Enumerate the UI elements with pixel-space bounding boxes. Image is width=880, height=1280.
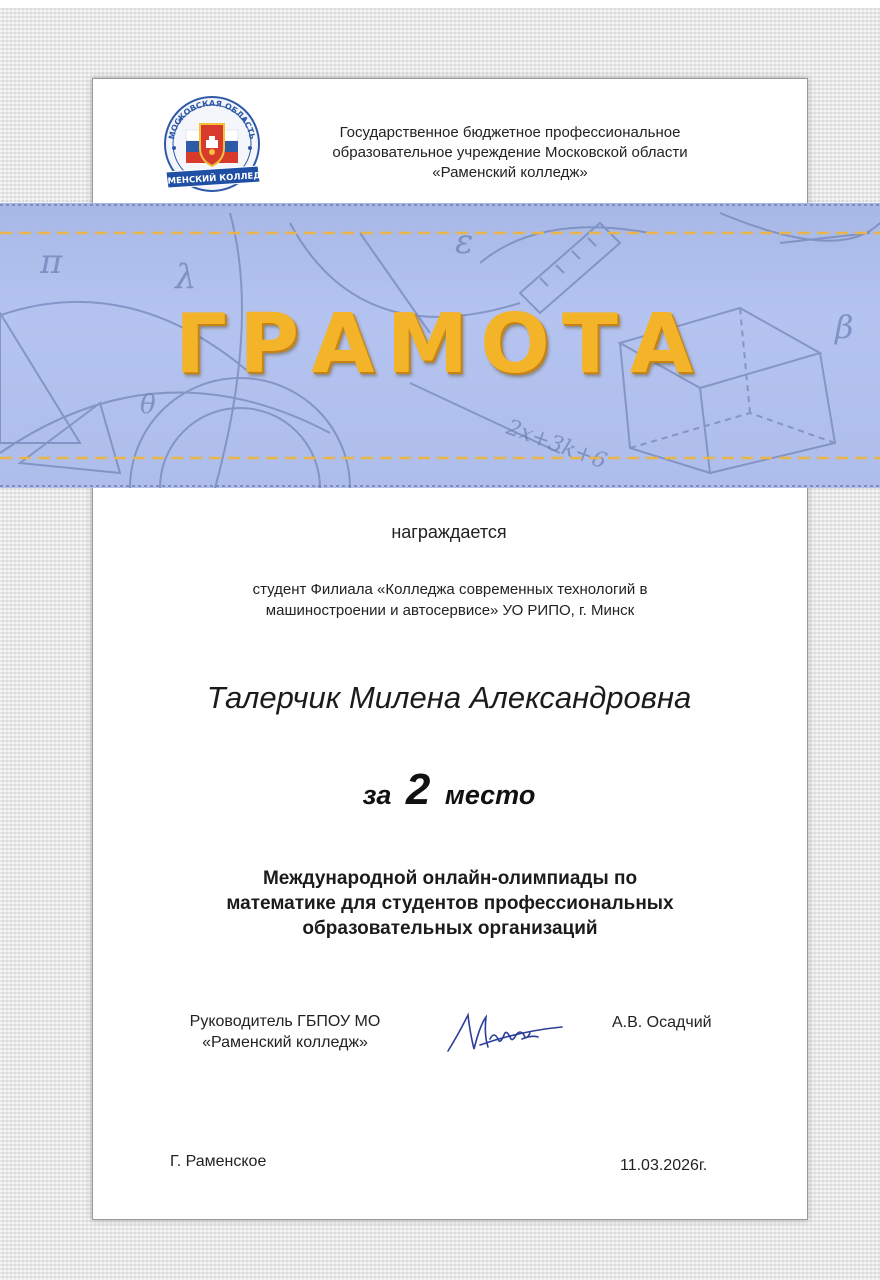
- city: Г. Раменское: [170, 1153, 267, 1170]
- student-description-line: студент Филиала «Колледжа современных технологий в: [252, 581, 648, 598]
- college-emblem-icon: [160, 92, 264, 196]
- institution-line: Государственное бюджетное профессиональное: [339, 124, 681, 141]
- event-name: [190, 866, 710, 941]
- svg-text:θ: θ: [140, 390, 156, 420]
- svg-text:ε: ε: [455, 222, 474, 262]
- place-award: [92, 765, 806, 815]
- logo-top-text: МОСКОВСКАЯ ОБЛАСТЬ: [167, 98, 257, 141]
- event-line: математике для студентов профессиональных: [226, 893, 674, 914]
- certificate-title: ГРАМОТА: [174, 297, 706, 392]
- recipient-name: Талерчик Милена Александровна: [206, 680, 692, 715]
- svg-text:π: π: [40, 242, 63, 282]
- svg-text:β: β: [835, 308, 854, 346]
- institution-name: [300, 123, 720, 183]
- logo-ribbon-text: РАМЕНСКИЙ КОЛЛЕДЖ: [160, 170, 264, 188]
- signature-icon: [440, 1005, 570, 1065]
- place-number: 2: [405, 765, 431, 814]
- institution-line: «Раменский колледж»: [432, 164, 588, 181]
- signer-position-line: Руководитель ГБПОУ МО: [189, 1013, 381, 1030]
- event-line: Международной онлайн-олимпиады по: [262, 868, 638, 889]
- signer-position-line: «Раменский колледж»: [202, 1034, 368, 1051]
- issue-date: 11.03.2026г.: [620, 1157, 708, 1174]
- svg-text:2x+3k+6: 2x+3k+6: [502, 415, 610, 475]
- svg-text:λ: λ: [175, 257, 197, 297]
- place-suffix: место: [444, 780, 536, 810]
- institution-line: образовательное учреждение Московской области: [332, 144, 688, 161]
- top-strip: [0, 0, 880, 8]
- place-prefix: за: [362, 780, 392, 810]
- awarded-label: награждается: [391, 522, 507, 542]
- event-line: образовательных организаций: [302, 918, 598, 939]
- signer-position: [160, 1011, 410, 1053]
- signer-name: А.В. Осадчий: [612, 1014, 712, 1031]
- student-description: [190, 579, 710, 621]
- student-description-line: машиностроении и автосервисе» УО РИПО, г. Минск: [265, 602, 635, 619]
